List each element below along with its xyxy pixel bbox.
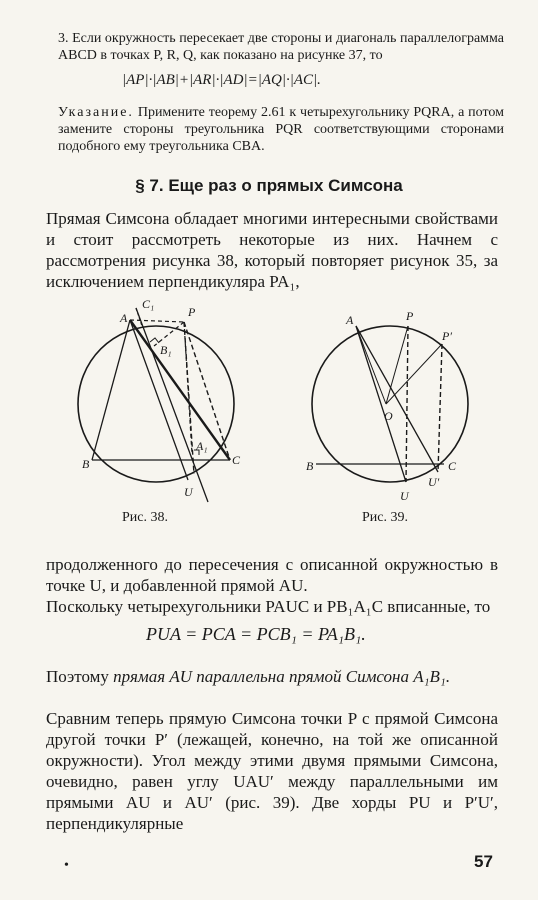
continuation-paragraph: продолженного до пересечения с описанной окружностью в точке U, и добавленной прямой AU.: [46, 555, 498, 595]
fig38-label-A1: A₁: [196, 439, 208, 453]
figure-39: [302, 300, 488, 510]
fig39-label-U: U: [400, 489, 409, 503]
hint-text: Примените теорему 2.61 к четырехугольнику PQRA, а потом замените стороны треугольника PQR соответствующими сторонами подобного ему треугольника CBA.: [58, 105, 505, 154]
problem-formula: |AP|·|AB|+|AR|·|AD|=|AQ|·|AC|.: [122, 72, 321, 88]
fig38-label-C1: C₁: [142, 297, 155, 311]
fig39-line-AUp: [356, 326, 438, 472]
compare-paragraph: Сравним теперь прямую Симсона точки P с прямой Симсона другой точки P′ (лежащей, конечно, на той же описанной окружности). Угол между этими двумя прямыми Симсона, очевидно, равен углу UAU′ между параллельными им прямыми AU и AU′ (рис. 39). Две хорды PU и P′U′, перпендикулярные: [46, 709, 498, 833]
figure-38: [70, 296, 260, 508]
fig39-line-AU: [356, 326, 406, 482]
hint-paragraph: [58, 104, 504, 155]
fig39-label-Pp: P′: [442, 329, 452, 343]
therefore-paragraph: [46, 666, 498, 687]
fig38-label-P: P: [188, 305, 196, 319]
fig39-circumcircle: [312, 326, 468, 482]
fig38-line-AU: [130, 320, 188, 480]
therefore-statement: прямая AU параллельна прямой Симсона A₁B₁.: [113, 667, 451, 686]
fig39-label-A: A: [346, 313, 354, 327]
intro-paragraph: Прямая Симсона обладает многими интересными свойствами и стоит рассмотреть некоторые из них. Начнем с рассмотрения рисунка 38, который повторяет рисунок 35, за исключением перпендикуляра PA₁,: [46, 209, 498, 291]
fig38-caption: Рис. 38.: [122, 510, 168, 525]
fig39-label-Up: U′: [428, 475, 440, 489]
fig38-right-angle-B1: [150, 338, 159, 343]
fig39-label-O: O: [384, 409, 393, 423]
margin-mark: •: [64, 858, 69, 873]
fig38-label-C: C: [232, 453, 241, 467]
arcs-formula: PUA = PCA = PCB₁ = PA₁B₁.: [146, 624, 366, 644]
fig39-dashed-PU: [406, 326, 408, 482]
therefore-lead: Поэтому: [46, 667, 109, 686]
hint-label: Указание.: [58, 105, 134, 120]
fig38-line-AC: [130, 320, 230, 460]
fig38-dashed-PA: [130, 320, 184, 322]
fig39-dashed-PpUp: [438, 344, 442, 472]
page-number: 57: [474, 852, 493, 871]
fig38-label-B: B: [82, 457, 90, 471]
section-title: § 7. Еще раз о прямых Симсона: [135, 176, 403, 195]
fig39-line-AO: [356, 326, 386, 404]
fig39-caption: Рис. 39.: [362, 510, 408, 525]
fig38-label-B1: B₁: [160, 343, 172, 357]
fig39-label-P: P: [406, 309, 414, 323]
fig38-circumcircle: [78, 326, 234, 482]
since-paragraph: Поскольку четырехугольники PAUC и PB₁A₁C вписанные, то: [46, 597, 491, 616]
fig38-label-A: A: [120, 311, 128, 325]
problem-text: 3. Если окружность пересекает две стороны и диагональ параллелограмма ABCD в точках P, R, Q, как показано на рисунке 37, то: [58, 31, 504, 63]
fig39-label-B: B: [306, 459, 314, 473]
fig39-label-C: C: [448, 459, 457, 473]
fig38-label-U: U: [184, 485, 193, 499]
